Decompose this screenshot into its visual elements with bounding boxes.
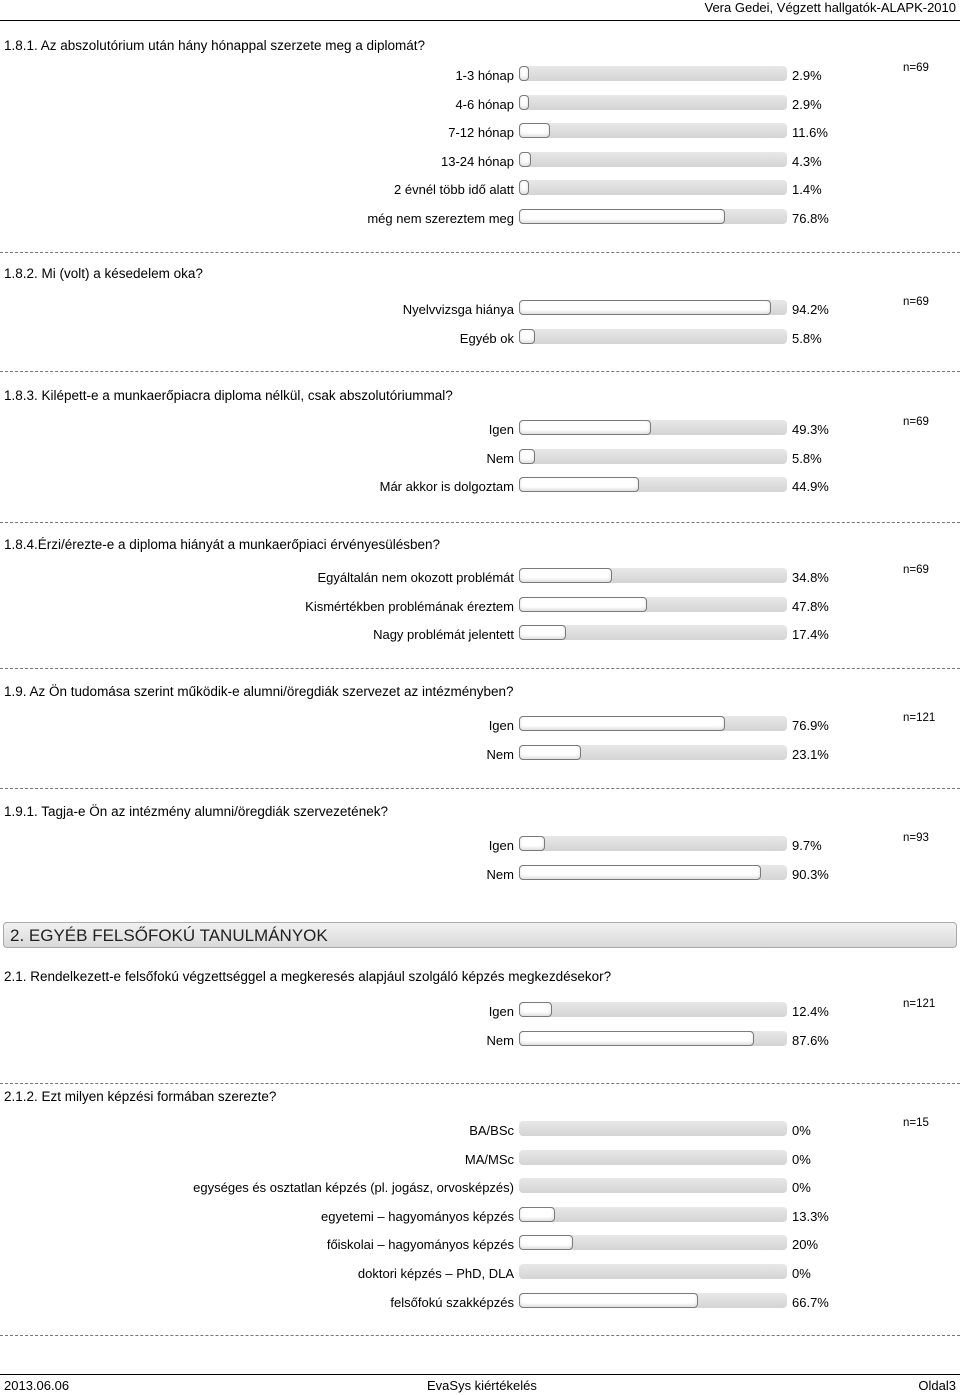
answer-row bbox=[0, 568, 960, 590]
sample-size: n=121 bbox=[903, 712, 936, 724]
answer-row bbox=[0, 1207, 960, 1229]
question-title: 1.9.1. Tagja-e Ön az intézmény alumni/öregdiák szervezetének? bbox=[4, 804, 388, 819]
footer-date: 2013.06.06 bbox=[4, 1378, 70, 1393]
bar-fill bbox=[519, 836, 545, 851]
bar-track bbox=[519, 180, 787, 195]
answer-percentage: 5.8% bbox=[792, 450, 822, 466]
header-title: Vera Gedei, Végzett hallgatók-ALAPK-2010 bbox=[704, 0, 956, 15]
bar-track bbox=[519, 836, 787, 851]
bar-track bbox=[519, 123, 787, 138]
bar-fill bbox=[519, 152, 531, 167]
bar-track bbox=[519, 597, 787, 612]
answer-label: 2 évnél több idő alatt bbox=[394, 182, 514, 197]
answer-label: Nagy problémát jelentett bbox=[373, 627, 514, 642]
answer-row bbox=[0, 1002, 960, 1024]
answer-label: felsőfokú szakképzés bbox=[390, 1294, 514, 1310]
answer-percentage: 2.9% bbox=[792, 68, 822, 83]
answer-row bbox=[0, 180, 960, 202]
answer-row bbox=[0, 1293, 960, 1315]
footer-divider bbox=[0, 1374, 960, 1375]
answer-percentage: 0% bbox=[792, 1266, 811, 1281]
bar-fill bbox=[519, 95, 529, 110]
section-divider bbox=[0, 1335, 960, 1336]
bar-track bbox=[519, 66, 787, 81]
bar-fill bbox=[519, 300, 771, 315]
answer-percentage: 49.3% bbox=[792, 422, 829, 437]
answer-percentage: 76.9% bbox=[792, 718, 829, 733]
answer-label: Igen bbox=[488, 422, 514, 437]
bar-track bbox=[519, 1235, 787, 1250]
answer-row bbox=[0, 1031, 960, 1053]
answer-percentage: 94.2% bbox=[792, 302, 829, 317]
answer-percentage: 34.8% bbox=[792, 570, 829, 585]
answer-percentage: 76.8% bbox=[792, 210, 829, 226]
footer-page: Oldal3 bbox=[918, 1378, 956, 1393]
bar-track bbox=[519, 1264, 787, 1279]
answer-label: Nem bbox=[486, 866, 514, 882]
answer-percentage: 66.7% bbox=[792, 1294, 829, 1310]
answer-percentage: 0% bbox=[792, 1151, 811, 1167]
bar-track bbox=[519, 1031, 787, 1046]
sample-size: n=69 bbox=[903, 416, 929, 428]
header-divider bbox=[0, 20, 960, 21]
answer-row bbox=[0, 625, 960, 647]
bar-fill bbox=[519, 1235, 573, 1250]
section-header-title: 2. EGYÉB FELSŐFOKÚ TANULMÁNYOK bbox=[10, 926, 328, 945]
section-header bbox=[3, 922, 957, 948]
answer-row bbox=[0, 152, 960, 174]
answer-label: 4-6 hónap bbox=[455, 96, 514, 112]
bar-track bbox=[519, 449, 787, 464]
bar-fill bbox=[519, 1002, 552, 1017]
answer-label: Már akkor is dolgoztam bbox=[379, 479, 514, 494]
answer-percentage: 11.6% bbox=[792, 125, 828, 140]
answer-label: MA/MSc bbox=[464, 1151, 514, 1167]
answer-percentage: 90.3% bbox=[792, 866, 829, 882]
question-title: 1.8.4.Érzi/érezte-e a diploma hiányát a munkaerőpiaci érvényesülésben? bbox=[4, 537, 441, 552]
answer-label: 13-24 hónap bbox=[440, 153, 514, 169]
answer-row bbox=[0, 745, 960, 767]
answer-row bbox=[0, 836, 960, 858]
section-divider bbox=[0, 252, 960, 253]
answer-percentage: 17.4% bbox=[792, 627, 829, 642]
answer-label: Egyáltalán nem okozott problémát bbox=[317, 570, 514, 585]
sample-size: n=15 bbox=[903, 1117, 929, 1129]
question-title: 1.8.3. Kilépett-e a munkaerőpiacra diploma nélkül, csak abszolutóriummal? bbox=[4, 388, 453, 403]
bar-track bbox=[519, 1150, 787, 1165]
question-title: 2.1. Rendelkezett-e felsőfokú végzettséggel a megkeresés alapjául szolgáló képzés megkezdésekor? bbox=[4, 969, 612, 984]
answer-label: Nem bbox=[486, 450, 514, 466]
answer-label: doktori képzés – PhD, DLA bbox=[357, 1266, 514, 1281]
bar-fill bbox=[519, 865, 761, 880]
answer-percentage: 23.1% bbox=[792, 746, 829, 762]
answer-label: főiskolai – hagyományos képzés bbox=[326, 1237, 514, 1253]
bar-fill bbox=[519, 716, 725, 731]
answer-row bbox=[0, 300, 960, 322]
bar-fill bbox=[519, 209, 725, 224]
bar-track bbox=[519, 420, 787, 435]
bar-track bbox=[519, 300, 787, 315]
answer-label: egyetemi – hagyományos képzés bbox=[321, 1208, 514, 1224]
answer-row bbox=[0, 1121, 960, 1143]
answer-label: Nem bbox=[486, 1032, 514, 1048]
bar-track bbox=[519, 568, 787, 583]
answer-row bbox=[0, 66, 960, 88]
answer-percentage: 20% bbox=[792, 1237, 819, 1253]
answer-percentage: 0% bbox=[792, 1123, 811, 1138]
bar-fill bbox=[519, 568, 612, 583]
bar-fill bbox=[519, 1207, 555, 1222]
bar-track bbox=[519, 745, 787, 760]
bar-fill bbox=[519, 123, 550, 138]
answer-label: Igen bbox=[488, 718, 514, 733]
answer-label: Nem bbox=[486, 746, 514, 762]
answer-label: egységes és osztatlan képzés (pl. jogász, orvosképzés) bbox=[193, 1180, 514, 1196]
section-divider bbox=[0, 668, 960, 669]
answer-percentage: 5.8% bbox=[792, 330, 822, 346]
answer-percentage: 4.3% bbox=[792, 153, 822, 169]
bar-track bbox=[519, 625, 787, 640]
bar-fill bbox=[519, 597, 647, 612]
bar-track bbox=[519, 329, 787, 344]
answer-row bbox=[0, 449, 960, 471]
answer-row bbox=[0, 1264, 960, 1286]
bar-fill bbox=[519, 66, 529, 81]
sample-size: n=69 bbox=[903, 564, 929, 576]
answer-label: még nem szereztem meg bbox=[367, 210, 514, 226]
answer-label: 7-12 hónap bbox=[448, 125, 514, 140]
bar-track bbox=[519, 209, 787, 224]
answer-label: BA/BSc bbox=[469, 1123, 514, 1138]
answer-label: Kismértékben problémának éreztem bbox=[305, 598, 514, 614]
answer-percentage: 13.3% bbox=[792, 1208, 829, 1224]
answer-row bbox=[0, 477, 960, 499]
bar-track bbox=[519, 865, 787, 880]
answer-row bbox=[0, 1178, 960, 1200]
answer-row bbox=[0, 209, 960, 231]
sample-size: n=121 bbox=[903, 998, 936, 1010]
answer-percentage: 12.4% bbox=[792, 1004, 829, 1019]
answer-percentage: 87.6% bbox=[792, 1032, 829, 1048]
bar-track bbox=[519, 716, 787, 731]
sample-size: n=93 bbox=[903, 832, 929, 844]
bar-track bbox=[519, 1207, 787, 1222]
answer-percentage: 9.7% bbox=[792, 838, 822, 853]
bar-fill bbox=[519, 477, 639, 492]
bar-track bbox=[519, 1121, 787, 1136]
bar-track bbox=[519, 1002, 787, 1017]
bar-track bbox=[519, 477, 787, 492]
question-title: 1.9. Az Ön tudomása szerint működik-e alumni/öregdiák szervezet az intézményben? bbox=[4, 684, 514, 699]
answer-row bbox=[0, 1235, 960, 1257]
sample-size: n=69 bbox=[903, 296, 929, 308]
bar-track bbox=[519, 152, 787, 167]
section-divider bbox=[0, 1083, 960, 1084]
bar-fill bbox=[519, 625, 566, 640]
answer-row bbox=[0, 123, 960, 145]
bar-fill bbox=[519, 1031, 754, 1046]
question-title: 1.8.1. Az abszolutórium után hány hónappal szerzete meg a diplomát? bbox=[4, 38, 426, 53]
answer-label: Egyéb ok bbox=[459, 330, 514, 346]
bar-fill bbox=[519, 420, 651, 435]
answer-row bbox=[0, 95, 960, 117]
answer-percentage: 44.9% bbox=[792, 479, 829, 494]
answer-row bbox=[0, 1150, 960, 1172]
section-divider bbox=[0, 522, 960, 523]
answer-label: Nyelvvizsga hiánya bbox=[402, 302, 514, 317]
answer-percentage: 47.8% bbox=[792, 598, 829, 614]
answer-percentage: 1.4% bbox=[792, 182, 822, 197]
bar-fill bbox=[519, 1293, 698, 1308]
sample-size: n=69 bbox=[903, 62, 929, 74]
bar-track bbox=[519, 1293, 787, 1308]
answer-label: 1-3 hónap bbox=[455, 68, 514, 83]
bar-track bbox=[519, 1178, 787, 1193]
answer-label: Igen bbox=[488, 838, 514, 853]
answer-label: Igen bbox=[488, 1004, 514, 1019]
answer-percentage: 2.9% bbox=[792, 96, 822, 112]
answer-row bbox=[0, 329, 960, 351]
bar-track bbox=[519, 95, 787, 110]
section-divider bbox=[0, 371, 960, 372]
question-title: 1.8.2. Mi (volt) a késedelem oka? bbox=[4, 266, 203, 281]
bar-fill bbox=[519, 745, 581, 760]
answer-row bbox=[0, 716, 960, 738]
bar-fill bbox=[519, 329, 535, 344]
footer-center: EvaSys kiértékelés bbox=[427, 1378, 537, 1393]
answer-row bbox=[0, 597, 960, 619]
question-title: 2.1.2. Ezt milyen képzési formában szerezte? bbox=[4, 1089, 277, 1104]
bar-fill bbox=[519, 449, 535, 464]
answer-row bbox=[0, 420, 960, 442]
answer-percentage: 0% bbox=[792, 1180, 811, 1196]
bar-fill bbox=[519, 180, 529, 195]
answer-row bbox=[0, 865, 960, 887]
section-divider bbox=[0, 788, 960, 789]
